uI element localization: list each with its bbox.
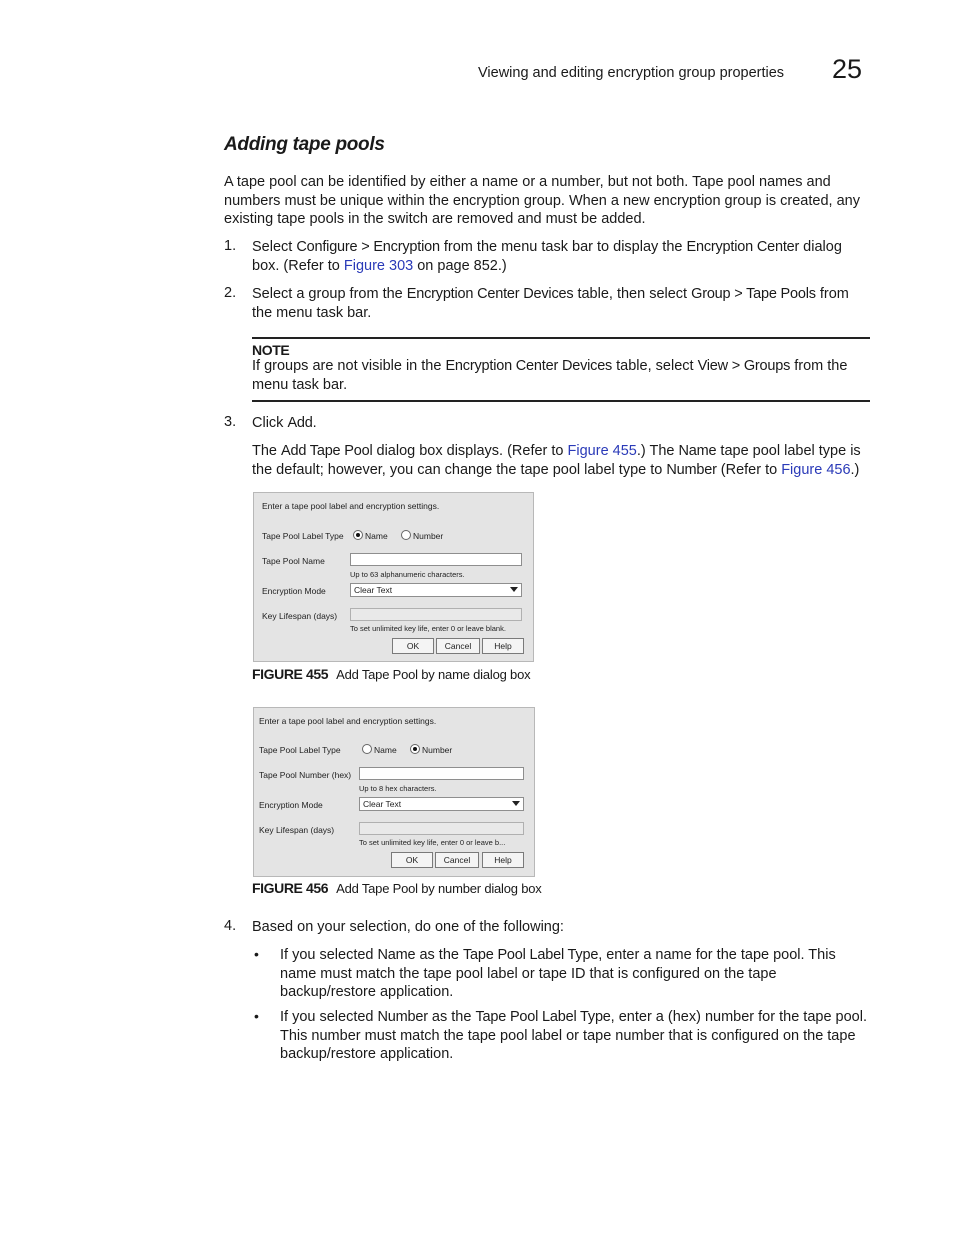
tape-pool-name-input[interactable] [350,553,522,566]
add-tape-pool-name-dialog [253,492,534,662]
bullet-text: If you selected [280,947,378,963]
ok-button[interactable]: OK [391,852,433,868]
bullet-text: , enter a name for the tape pool. This name must match the tape pool label or tape ID that is configured on the tape backup/restore application. [280,947,836,1001]
figure-455-link[interactable]: Figure 455 [567,443,637,459]
note-top-rule [252,337,870,339]
ui-term: Number [666,461,717,478]
ui-term: Tape Pool Label Type [475,1009,611,1025]
section-title: Adding tape pools [224,134,385,155]
step-2 [252,285,872,322]
ui-term: Name [377,947,416,963]
key-lifespan-label: Key Lifespan (days) [259,825,335,835]
dialog-instruction: Enter a tape pool label and encryption settings. [259,716,437,726]
step-1-number: 1. [224,238,237,254]
bullet-text: , enter a (hex) number for the tape pool. This number must match the tape pool label or tape number that is configured on the tape backup/restore application. [280,1009,867,1063]
step-text: from the menu task bar to display the [439,239,687,255]
note-text-part: from the menu task bar. [252,358,848,393]
encryption-mode-label: Encryption Mode [259,800,323,810]
radio-name[interactable] [353,530,363,540]
chapter-number: 25 [832,54,863,84]
step-text: on page 852.) [413,257,507,274]
bullet-2 [280,1008,870,1064]
note-bottom-rule [252,400,870,402]
figure-label: FIGURE 455 [252,666,329,682]
step-text: .) [850,461,860,478]
ui-term: Encryption Center Devices [445,358,613,374]
dialog-instruction: Enter a tape pool label and encryption settings. [262,501,440,511]
step-4: Based on your selection, do one of the following: [252,919,564,935]
radio-name-label: Name [365,531,388,541]
note-label: NOTE [252,342,290,358]
encryption-mode-select[interactable] [359,797,524,811]
ui-term: View > Groups [697,358,791,374]
figure-456-caption [252,880,542,896]
ui-term: Configure > Encryption [296,239,440,255]
encryption-mode-value: Clear Text [354,585,393,595]
running-header-title: Viewing and editing encryption group properties [478,65,785,81]
radio-name[interactable] [362,744,372,754]
chevron-down-icon [512,801,520,806]
intro-paragraph: A tape pool can be identified by either a name or a number, but not both. Tape pool names and numbers must be unique within the encryption group. When a new encryption group is created, any existing tape pools in the switch are removed and must be added. [224,174,860,228]
step-text: Click [252,415,288,431]
bullet-text: If you selected [280,1009,378,1025]
step-text: table, then select [573,286,692,302]
number-hint: Up to 8 hex characters. [359,784,437,793]
step-text: (Refer to [716,461,782,478]
ui-term: Encryption Center [686,239,800,255]
figure-title: Add Tape Pool by number dialog box [336,881,542,896]
figure-456-link[interactable]: Figure 456 [781,461,851,478]
bullet-dot: • [254,1008,259,1024]
ui-term: Add Tape Pool [281,443,373,459]
encryption-mode-value: Clear Text [363,799,402,809]
label-type-label: Tape Pool Label Type [259,745,341,755]
cancel-button[interactable]: Cancel [435,852,479,868]
figure-303-link[interactable]: Figure 303 [343,257,414,274]
radio-number[interactable] [410,744,420,754]
key-lifespan-label: Key Lifespan (days) [262,611,338,621]
tape-pool-name-label: Tape Pool Name [262,556,325,566]
lifespan-hint: To set unlimited key life, enter 0 or leave b... [359,838,506,847]
figure-label: FIGURE 456 [252,880,329,896]
tape-pool-number-label: Tape Pool Number (hex) [259,770,352,780]
help-button[interactable]: Help [482,852,524,868]
step-3-paragraph [252,442,872,479]
ui-term: Encryption Center Devices [406,286,574,302]
ui-term: Add [287,415,313,431]
step-text: from the menu task bar. [252,286,849,321]
step-3-number: 3. [224,414,237,430]
add-tape-pool-number-dialog [253,707,535,877]
radio-number-label: Number [422,745,453,755]
key-lifespan-input[interactable] [359,822,524,835]
chevron-down-icon [510,587,518,592]
bullet-dot: • [254,946,259,962]
ok-button[interactable]: OK [392,638,434,654]
encryption-mode-select[interactable] [350,583,522,597]
step-text: Select [252,239,297,255]
note-text-part: table, select [612,358,698,374]
step-text: dialog box displays. (Refer to [372,443,568,459]
lifespan-hint: To set unlimited key life, enter 0 or leave blank. [350,624,506,633]
note-text-part: If groups are not visible in the [252,358,446,374]
cancel-button[interactable]: Cancel [436,638,480,654]
step-text: tape pool label type is the default; however, you can change the tape pool label type to [252,443,861,478]
radio-number-label: Number [413,531,444,541]
key-lifespan-input[interactable] [350,608,522,621]
ui-term: Group > Tape Pools [691,286,816,302]
figure-455-caption [252,666,530,682]
ui-term: Tape Pool Label Type [462,947,599,963]
step-4-number: 4. [224,918,237,934]
encryption-mode-label: Encryption Mode [262,586,326,596]
bullet-1 [280,946,870,1002]
step-text: dialog box. (Refer to [252,239,842,274]
step-3 [252,414,872,433]
bullet-text: as the [415,947,463,963]
step-text: The [252,443,282,459]
figure-title: Add Tape Pool by name dialog box [336,667,531,682]
bullet-text: as the [427,1009,476,1025]
step-2-number: 2. [224,285,237,301]
step-text: . [312,415,317,431]
radio-number[interactable] [401,530,411,540]
step-text: Select a group from the [252,286,407,302]
ui-term: Name [678,443,717,459]
note-text [252,357,872,394]
step-text: .) The [636,443,679,459]
radio-name-label: Name [374,745,397,755]
tape-pool-number-input[interactable] [359,767,524,780]
label-type-label: Tape Pool Label Type [262,531,344,541]
name-hint: Up to 63 alphanumeric characters. [350,570,465,579]
step-1 [252,238,872,275]
ui-term: Number [377,1009,428,1025]
help-button[interactable]: Help [482,638,524,654]
